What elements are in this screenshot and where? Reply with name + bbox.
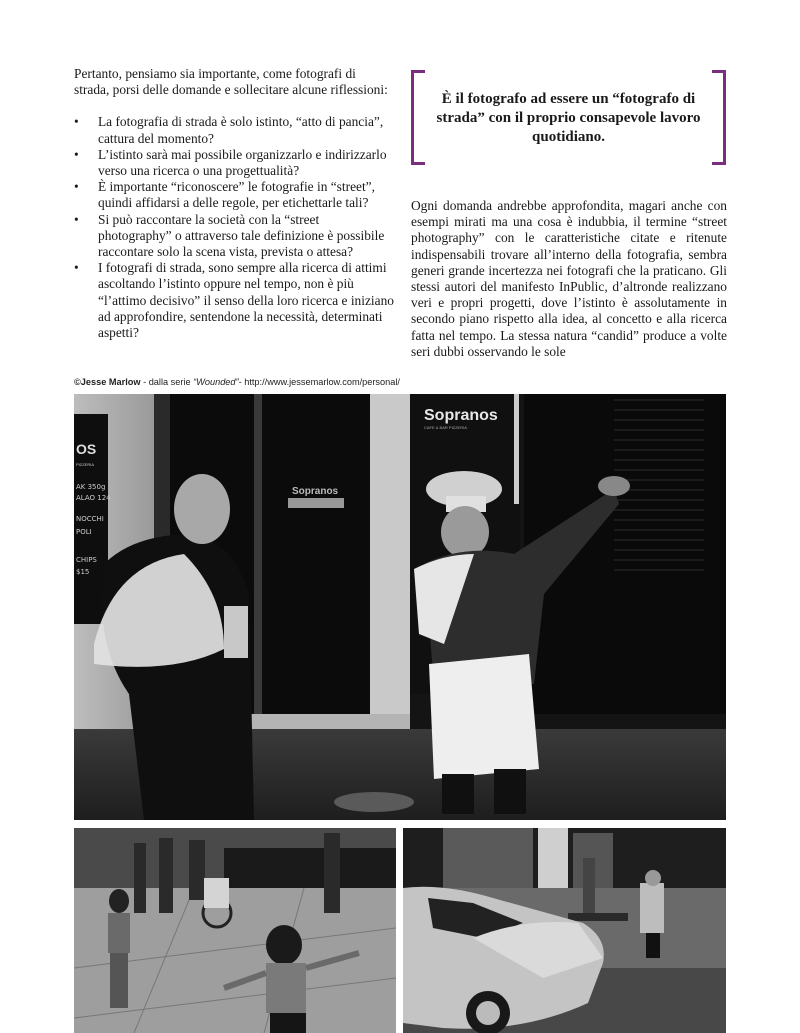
list-item: • I fotografi di strada, sono sempre alla ricerca di attimi ascoltando l’istinto oppure nel tempo, non è più “l’attimo decisivo” il senso della loro ricerca e iniziano ad approfondire, sentendone la necessità, determinati aspetti?: [74, 260, 394, 341]
list-item: • È importante “riconoscere” le fotografie in “street”, quindi affidarsi a delle regole, per etichettarle tali?: [74, 179, 375, 211]
left-bracket-icon: [411, 70, 425, 165]
caption-url: - http://www.jessemarlow.com/personal/: [238, 377, 400, 387]
bullet-icon: •: [74, 179, 79, 195]
bottom-left-photo-illustration: [74, 828, 396, 1033]
body-paragraph: Ogni domanda andrebbe approfondita, magari anche con esempi mirati ma una cosa è indubbia, il termine “street photography” con le caratteristiche citate e ritenute indispensabili trovare all’interno della fotografia, sembra generi grande incertezza nei fotografi che la praticano. Gli stessi autori del manifesto InPublic, d’altronde realizzano veri e propri progetti, dove l’istinto è assolutamente in secondo piano rispetto alla idea, al concetto e alla ricerca fatta nel tempo. La stessa natura “candid” produce a volte seri dubbi osservando le sole: [411, 198, 727, 359]
svg-text:OS: OS: [76, 441, 97, 457]
main-photo-illustration: [74, 394, 726, 820]
list-item: • Si può raccontare la società con la “street photography” o attraverso tale definizione è possibile raccontare solo la scena vista, prevista o attesa?: [74, 211, 385, 260]
intro-paragraph: Pertanto, pensiamo sia importante, come fotografi di strada, porsi delle domande e sollecitare alcune riflessioni:: [74, 66, 388, 98]
svg-text:Sopranos: Sopranos: [292, 486, 339, 497]
caption-author: ©Jesse Marlow: [74, 377, 141, 387]
svg-text:CHIPS: CHIPS: [76, 556, 97, 564]
svg-text:ALAO 124: ALAO 124: [76, 494, 111, 502]
bottom-right-photo: [403, 828, 726, 1033]
bullet-icon: •: [74, 211, 79, 227]
svg-text:POLI: POLI: [76, 528, 92, 536]
main-photo: [74, 394, 726, 820]
right-column: [411, 198, 727, 360]
bottom-left-photo: [74, 828, 396, 1033]
left-column: [74, 66, 394, 341]
pull-quote-text: È il fotografo ad essere un “fotografo di strada” con il proprio consapevole lavoro quotidiano.: [436, 91, 701, 145]
right-bracket-icon: [712, 70, 726, 165]
svg-text:PIZZERIA: PIZZERIA: [76, 462, 95, 467]
bullet-icon: •: [74, 146, 79, 162]
photo-caption: ©Jesse Marlow - dalla serie “Wounded”- http://www.jessemarlow.com/personal/: [74, 377, 400, 387]
svg-text:NOCCHI: NOCCHI: [76, 515, 104, 523]
list-item: • La fotografia di strada è solo istinto, “atto di pancia”, cattura del momento?: [74, 114, 384, 146]
svg-text:CAFE & BAR PIZZERIA: CAFE & BAR PIZZERIA: [424, 425, 467, 430]
sopranos-sign: Sopranos: [424, 407, 498, 424]
list-item: • L’istinto sarà mai possibile organizzarlo e indirizzarlo verso una ricerca o una progettualità?: [74, 146, 387, 179]
caption-series: “Wounded”: [193, 377, 239, 387]
pull-quote: [411, 70, 726, 165]
bottom-right-photo-illustration: [403, 828, 726, 1033]
bullet-icon: •: [74, 260, 79, 276]
bullet-icon: •: [74, 114, 79, 130]
questions-list: [74, 114, 394, 341]
svg-text:$15: $15: [76, 568, 90, 576]
svg-text:AK 350g: AK 350g: [76, 483, 106, 491]
